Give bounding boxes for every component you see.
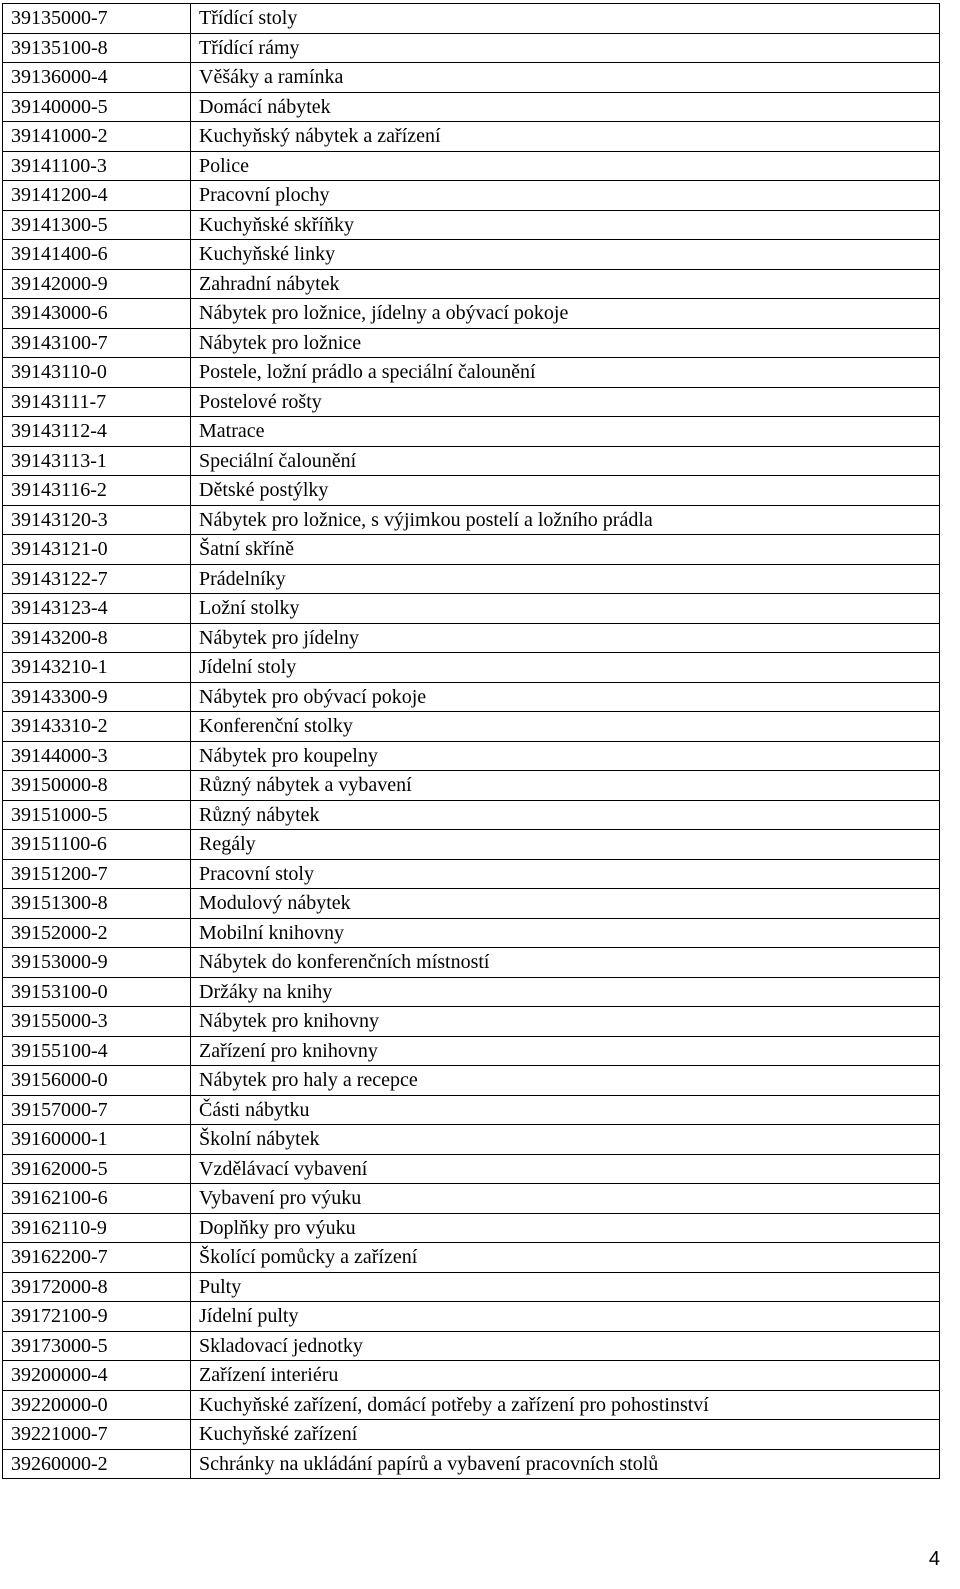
table-row	[3, 830, 940, 860]
cpv-code-cell: 39143113-1	[3, 446, 191, 476]
item-name-cell: Nábytek pro koupelny	[191, 741, 940, 771]
cpv-code-cell: 39142000-9	[3, 269, 191, 299]
table-row	[3, 564, 940, 594]
table-row	[3, 299, 940, 329]
table-row	[3, 653, 940, 683]
item-name-cell: Speciální čalounění	[191, 446, 940, 476]
item-name-cell: Dětské postýlky	[191, 476, 940, 506]
cpv-code-cell: 39153000-9	[3, 948, 191, 978]
item-name-cell: Třídící rámy	[191, 33, 940, 63]
table-row	[3, 1331, 940, 1361]
cpv-code-cell: 39143210-1	[3, 653, 191, 683]
item-name-cell: Zahradní nábytek	[191, 269, 940, 299]
cpv-code-cell: 39172100-9	[3, 1302, 191, 1332]
cpv-code-cell: 39143121-0	[3, 535, 191, 565]
item-name-cell: Domácí nábytek	[191, 92, 940, 122]
item-name-cell: Zařízení interiéru	[191, 1361, 940, 1391]
table-row	[3, 446, 940, 476]
table-row	[3, 181, 940, 211]
cpv-code-cell: 39162110-9	[3, 1213, 191, 1243]
cpv-code-cell: 39152000-2	[3, 918, 191, 948]
cpv-code-cell: 39220000-0	[3, 1390, 191, 1420]
item-name-cell: Nábytek pro haly a recepce	[191, 1066, 940, 1096]
table-row	[3, 417, 940, 447]
cpv-code-cell: 39200000-4	[3, 1361, 191, 1391]
item-name-cell: Kuchyňský nábytek a zařízení	[191, 122, 940, 152]
cpv-code-cell: 39160000-1	[3, 1125, 191, 1155]
item-name-cell: Vybavení pro výuku	[191, 1184, 940, 1214]
cpv-code-cell: 39141100-3	[3, 151, 191, 181]
cpv-code-cell: 39143123-4	[3, 594, 191, 624]
item-name-cell: Jídelní stoly	[191, 653, 940, 683]
item-name-cell: Pulty	[191, 1272, 940, 1302]
cpv-code-cell: 39162000-5	[3, 1154, 191, 1184]
item-name-cell: Části nábytku	[191, 1095, 940, 1125]
item-name-cell: Prádelníky	[191, 564, 940, 594]
cpv-code-cell: 39143110-0	[3, 358, 191, 388]
cpv-code-cell: 39156000-0	[3, 1066, 191, 1096]
item-name-cell: Pracovní plochy	[191, 181, 940, 211]
table-row	[3, 918, 940, 948]
cpv-code-cell: 39143000-6	[3, 299, 191, 329]
item-name-cell: Kuchyňské zařízení, domácí potřeby a zařízení pro pohostinství	[191, 1390, 940, 1420]
cpv-code-cell: 39140000-5	[3, 92, 191, 122]
item-name-cell: Jídelní pulty	[191, 1302, 940, 1332]
item-name-cell: Kuchyňské zařízení	[191, 1420, 940, 1450]
table-row	[3, 859, 940, 889]
cpv-code-cell: 39136000-4	[3, 63, 191, 93]
item-name-cell: Věšáky a ramínka	[191, 63, 940, 93]
table-row	[3, 948, 940, 978]
item-name-cell: Pracovní stoly	[191, 859, 940, 889]
table-row	[3, 594, 940, 624]
cpv-code-cell: 39143200-8	[3, 623, 191, 653]
table-row	[3, 1154, 940, 1184]
item-name-cell: Schránky na ukládání papírů a vybavení pracovních stolů	[191, 1449, 940, 1479]
item-name-cell: Kuchyňské skříňky	[191, 210, 940, 240]
table-row	[3, 328, 940, 358]
cpv-code-cell: 39221000-7	[3, 1420, 191, 1450]
cpv-code-cell: 39135100-8	[3, 33, 191, 63]
table-row	[3, 240, 940, 270]
cpv-table-body	[3, 4, 940, 1479]
item-name-cell: Nábytek do konferenčních místností	[191, 948, 940, 978]
page-number: 4	[928, 1548, 940, 1570]
item-name-cell: Regály	[191, 830, 940, 860]
item-name-cell: Konferenční stolky	[191, 712, 940, 742]
cpv-code-cell: 39153100-0	[3, 977, 191, 1007]
cpv-code-cell: 39141400-6	[3, 240, 191, 270]
table-row	[3, 623, 940, 653]
cpv-code-cell: 39143300-9	[3, 682, 191, 712]
item-name-cell: Školící pomůcky a zařízení	[191, 1243, 940, 1273]
item-name-cell: Držáky na knihy	[191, 977, 940, 1007]
table-row	[3, 269, 940, 299]
item-name-cell: Šatní skříně	[191, 535, 940, 565]
table-row	[3, 33, 940, 63]
cpv-code-cell: 39143120-3	[3, 505, 191, 535]
item-name-cell: Nábytek pro obývací pokoje	[191, 682, 940, 712]
item-name-cell: Nábytek pro jídelny	[191, 623, 940, 653]
cpv-code-cell: 39144000-3	[3, 741, 191, 771]
cpv-code-cell: 39162200-7	[3, 1243, 191, 1273]
item-name-cell: Police	[191, 151, 940, 181]
cpv-code-cell: 39143111-7	[3, 387, 191, 417]
table-row	[3, 1125, 940, 1155]
table-row	[3, 1066, 940, 1096]
cpv-code-cell: 39141200-4	[3, 181, 191, 211]
table-row	[3, 1095, 940, 1125]
table-row	[3, 358, 940, 388]
item-name-cell: Nábytek pro knihovny	[191, 1007, 940, 1037]
item-name-cell: Matrace	[191, 417, 940, 447]
table-row	[3, 800, 940, 830]
cpv-code-cell: 39173000-5	[3, 1331, 191, 1361]
table-row	[3, 1390, 940, 1420]
item-name-cell: Různý nábytek	[191, 800, 940, 830]
table-row	[3, 505, 940, 535]
table-row	[3, 4, 940, 34]
item-name-cell: Doplňky pro výuku	[191, 1213, 940, 1243]
table-row	[3, 1361, 940, 1391]
cpv-code-cell: 39135000-7	[3, 4, 191, 34]
table-row	[3, 1184, 940, 1214]
table-row	[3, 889, 940, 919]
item-name-cell: Třídící stoly	[191, 4, 940, 34]
item-name-cell: Mobilní knihovny	[191, 918, 940, 948]
cpv-code-cell: 39143112-4	[3, 417, 191, 447]
table-row	[3, 712, 940, 742]
cpv-code-cell: 39150000-8	[3, 771, 191, 801]
table-row	[3, 1449, 940, 1479]
table-row	[3, 682, 940, 712]
table-row	[3, 1007, 940, 1037]
table-row	[3, 151, 940, 181]
table-row	[3, 1302, 940, 1332]
table-row	[3, 1272, 940, 1302]
cpv-code-cell: 39151200-7	[3, 859, 191, 889]
cpv-code-cell: 39151000-5	[3, 800, 191, 830]
table-row	[3, 210, 940, 240]
item-name-cell: Postele, ložní prádlo a speciální čalounění	[191, 358, 940, 388]
item-name-cell: Ložní stolky	[191, 594, 940, 624]
cpv-code-cell: 39141000-2	[3, 122, 191, 152]
table-row	[3, 1036, 940, 1066]
table-row	[3, 63, 940, 93]
table-row	[3, 92, 940, 122]
cpv-code-table	[2, 3, 940, 1479]
table-row	[3, 476, 940, 506]
cpv-code-cell: 39155100-4	[3, 1036, 191, 1066]
cpv-code-cell: 39162100-6	[3, 1184, 191, 1214]
item-name-cell: Skladovací jednotky	[191, 1331, 940, 1361]
cpv-code-cell: 39157000-7	[3, 1095, 191, 1125]
table-row	[3, 122, 940, 152]
table-row	[3, 535, 940, 565]
cpv-code-cell: 39260000-2	[3, 1449, 191, 1479]
item-name-cell: Školní nábytek	[191, 1125, 940, 1155]
cpv-code-cell: 39143310-2	[3, 712, 191, 742]
cpv-code-cell: 39143116-2	[3, 476, 191, 506]
item-name-cell: Vzdělávací vybavení	[191, 1154, 940, 1184]
item-name-cell: Modulový nábytek	[191, 889, 940, 919]
item-name-cell: Postelové rošty	[191, 387, 940, 417]
table-row	[3, 1243, 940, 1273]
table-row	[3, 1420, 940, 1450]
item-name-cell: Nábytek pro ložnice	[191, 328, 940, 358]
item-name-cell: Nábytek pro ložnice, s výjimkou postelí a ložního prádla	[191, 505, 940, 535]
item-name-cell: Kuchyňské linky	[191, 240, 940, 270]
table-row	[3, 387, 940, 417]
item-name-cell: Nábytek pro ložnice, jídelny a obývací pokoje	[191, 299, 940, 329]
cpv-code-cell: 39151300-8	[3, 889, 191, 919]
table-row	[3, 771, 940, 801]
item-name-cell: Různý nábytek a vybavení	[191, 771, 940, 801]
cpv-code-cell: 39141300-5	[3, 210, 191, 240]
cpv-code-cell: 39155000-3	[3, 1007, 191, 1037]
table-row	[3, 977, 940, 1007]
cpv-code-cell: 39172000-8	[3, 1272, 191, 1302]
table-row	[3, 741, 940, 771]
cpv-code-cell: 39143100-7	[3, 328, 191, 358]
item-name-cell: Zařízení pro knihovny	[191, 1036, 940, 1066]
table-row	[3, 1213, 940, 1243]
cpv-code-cell: 39143122-7	[3, 564, 191, 594]
cpv-code-cell: 39151100-6	[3, 830, 191, 860]
